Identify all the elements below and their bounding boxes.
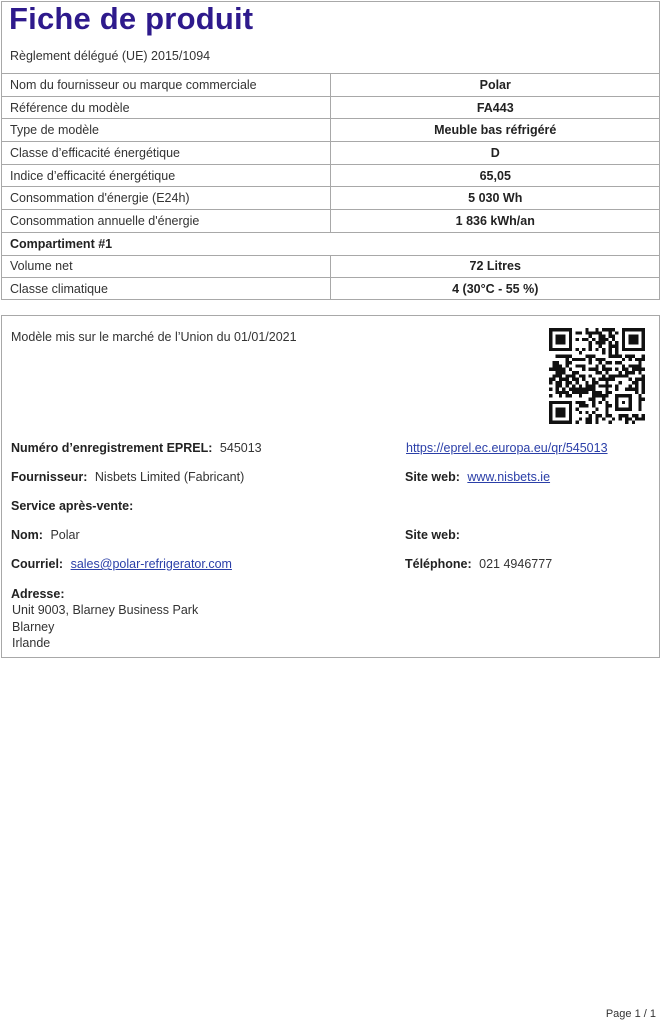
spec-label: Nom du fournisseur ou marque commerciale: [1, 74, 330, 97]
spec-label: Type de modèle: [1, 119, 330, 142]
website-link[interactable]: www.nisbets.ie: [467, 470, 551, 484]
spec-label: Compartiment #1: [1, 232, 330, 255]
phone-label: Téléphone:: [405, 557, 472, 571]
specs-table: [1, 73, 660, 300]
spec-row: [1, 74, 660, 97]
spec-value: Polar: [330, 74, 660, 97]
spec-row: [1, 210, 660, 233]
qr-code-icon: [549, 328, 645, 424]
spec-value: [330, 232, 660, 255]
spec-label: Volume net: [1, 255, 330, 278]
spec-row: [1, 278, 660, 301]
email-label: Courriel:: [11, 557, 64, 571]
spec-label: Consommation annuelle d'énergie: [1, 210, 330, 233]
address-line-2: Blarney: [12, 620, 55, 634]
spec-value: 72 Litres: [330, 255, 660, 278]
spec-value: D: [330, 142, 660, 165]
spec-section-row: [1, 232, 660, 255]
service-name-row: [11, 528, 80, 542]
supplier-row: [11, 470, 244, 484]
spec-row: [1, 119, 660, 142]
service-website-label: Site web:: [405, 528, 460, 542]
spec-row: [1, 164, 660, 187]
eprel-label: Numéro d’enregistrement EPREL:: [11, 441, 213, 455]
eprel-link[interactable]: https://eprel.ec.europa.eu/qr/545013: [406, 441, 608, 455]
spec-value: Meuble bas réfrigéré: [330, 119, 660, 142]
phone-row: [405, 557, 552, 571]
website-row: [405, 470, 550, 484]
eprel-row: [11, 441, 262, 455]
spec-row: [1, 142, 660, 165]
service-label: Service après-vente:: [11, 499, 134, 513]
spec-label: Consommation d'énergie (E24h): [1, 187, 330, 210]
spec-value: 65,05: [330, 164, 660, 187]
address-line-3: Irlande: [12, 636, 51, 650]
address-line-1: Unit 9003, Blarney Business Park: [12, 603, 199, 617]
spec-value: 1 836 kWh/an: [330, 210, 660, 233]
website-label: Site web:: [405, 470, 460, 484]
name-value: Polar: [50, 528, 80, 542]
spec-row: [1, 96, 660, 119]
spec-label: Classe d’efficacité énergétique: [1, 142, 330, 165]
address-label: Adresse:: [11, 587, 65, 601]
supplier-label: Fournisseur:: [11, 470, 88, 484]
name-label: Nom:: [11, 528, 43, 542]
spec-row: [1, 187, 660, 210]
spec-row: [1, 255, 660, 278]
eprel-number: 545013: [219, 441, 262, 455]
phone-value: 021 4946777: [479, 557, 553, 571]
market-date-text: Modèle mis sur le marché de l’Union du 01/01/2021: [11, 330, 297, 344]
email-link[interactable]: sales@polar-refrigerator.com: [70, 557, 232, 571]
spec-value: 5 030 Wh: [330, 187, 660, 210]
page-title: Fiche de produit: [9, 1, 254, 36]
page-number: Page 1 / 1: [605, 1008, 656, 1020]
spec-label: Référence du modèle: [1, 96, 330, 119]
supplier-value: Nisbets Limited (Fabricant): [94, 470, 245, 484]
spec-value: FA443: [330, 96, 660, 119]
email-row: [11, 557, 232, 571]
regulation-text: Règlement délégué (UE) 2015/1094: [10, 49, 211, 63]
spec-label: Classe climatique: [1, 278, 330, 301]
spec-label: Indice d’efficacité énergétique: [1, 164, 330, 187]
spec-value: 4 (30°C - 55 %): [330, 278, 660, 301]
